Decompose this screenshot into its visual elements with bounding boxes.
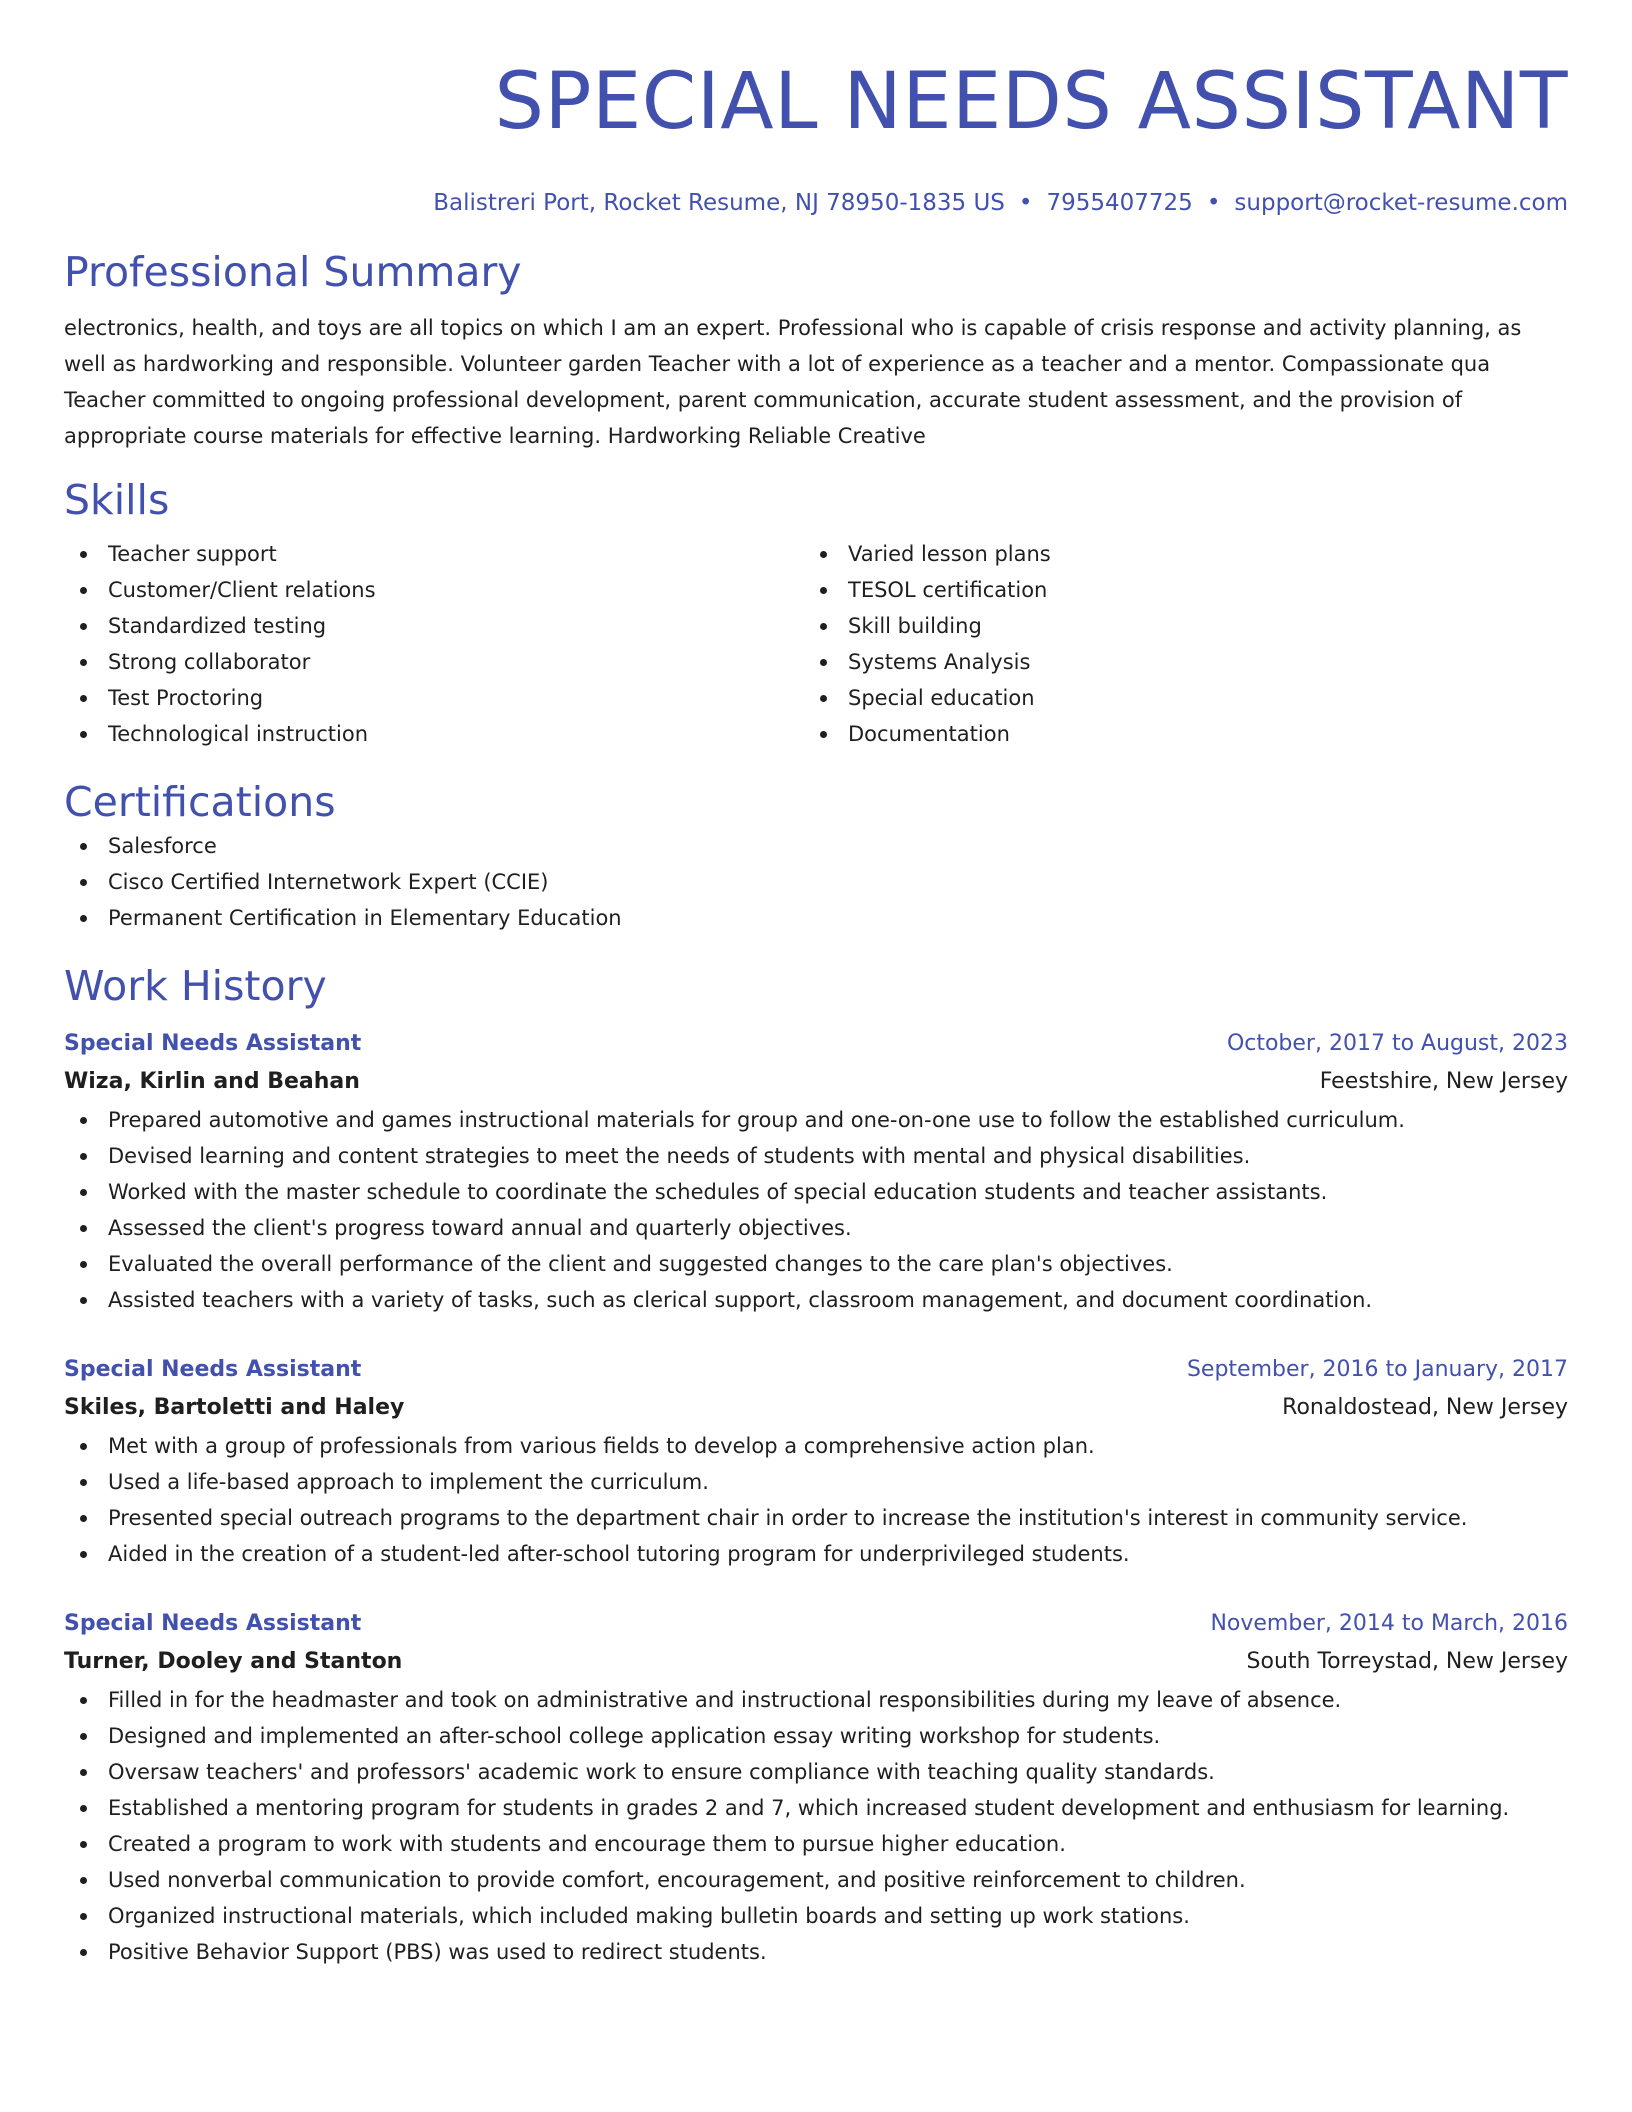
- job-duty: Aided in the creation of a student-led after-school tutoring program for underprivileged students.: [64, 1536, 1568, 1572]
- job-duty: Created a program to work with students and encourage them to pursue higher education.: [64, 1826, 1568, 1862]
- skill-item: Systems Analysis: [804, 644, 1544, 680]
- job-entry: [64, 1026, 1568, 1318]
- job-dates: November, 2014 to March, 2016: [1210, 1611, 1568, 1636]
- job-location: Feestshire, New Jersey: [1319, 1069, 1568, 1094]
- job-duty: Prepared automotive and games instructional materials for group and one-on-one use to follow the established curriculum.: [64, 1102, 1568, 1138]
- skill-item: Varied lesson plans: [804, 536, 1544, 572]
- skills-list-right: [804, 536, 1544, 752]
- job-duty: Oversaw teachers' and professors' academic work to ensure compliance with teaching quality standards.: [64, 1754, 1568, 1790]
- job-dates: September, 2016 to January, 2017: [1186, 1357, 1568, 1382]
- job-duty: Organized instructional materials, which included making bulletin boards and setting up work stations.: [64, 1898, 1568, 1934]
- job-duty: Assessed the client's progress toward annual and quarterly objectives.: [64, 1210, 1568, 1246]
- job-duty: Established a mentoring program for students in grades 2 and 7, which increased student development and enthusiasm for learning.: [64, 1790, 1568, 1826]
- skill-item: Special education: [804, 680, 1544, 716]
- job-duty: Devised learning and content strategies to meet the needs of students with mental and physical disabilities.: [64, 1138, 1568, 1174]
- job-entry: [64, 1606, 1568, 1970]
- skill-item: Skill building: [804, 608, 1544, 644]
- certification-item: Salesforce: [64, 828, 1568, 864]
- job-company-row: [64, 1062, 1568, 1102]
- job-dates: October, 2017 to August, 2023: [1226, 1031, 1568, 1056]
- contact-address: Balistreri Port, Rocket Resume, NJ 78950-1835 US: [433, 190, 1005, 216]
- job-company: Turner, Dooley and Stanton: [64, 1649, 403, 1674]
- certification-item: Cisco Certified Internetwork Expert (CCIE): [64, 864, 1568, 900]
- resume-title: SPECIAL NEEDS ASSISTANT: [494, 57, 1568, 147]
- job-duty: Designed and implemented an after-school college application essay writing workshop for students.: [64, 1718, 1568, 1754]
- certification-item: Permanent Certification in Elementary Education: [64, 900, 1568, 936]
- skills-heading: Skills: [64, 476, 170, 524]
- job-company: Skiles, Bartoletti and Haley: [64, 1395, 405, 1420]
- contact-phone: 7955407725: [1046, 190, 1193, 216]
- job-title-row: [64, 1606, 1568, 1642]
- contact-email[interactable]: support@rocket-resume.com: [1234, 190, 1568, 216]
- contact-line: [64, 188, 1568, 218]
- job-duty: Positive Behavior Support (PBS) was used to redirect students.: [64, 1934, 1568, 1970]
- skill-item: Documentation: [804, 716, 1544, 752]
- skills-list-left: [64, 536, 804, 752]
- job-duty: Used a life-based approach to implement the curriculum.: [64, 1464, 1568, 1500]
- job-title: Special Needs Assistant: [64, 1031, 362, 1056]
- contact-separator: •: [1206, 190, 1221, 216]
- job-title: Special Needs Assistant: [64, 1611, 362, 1636]
- skill-item: Technological instruction: [64, 716, 804, 752]
- job-duty: Filled in for the headmaster and took on administrative and instructional responsibilities during my leave of absence.: [64, 1682, 1568, 1718]
- job-location: South Torreystad, New Jersey: [1246, 1649, 1568, 1674]
- job-company: Wiza, Kirlin and Beahan: [64, 1069, 360, 1094]
- skill-item: TESOL certification: [804, 572, 1544, 608]
- job-entry: [64, 1352, 1568, 1572]
- job-company-row: [64, 1642, 1568, 1682]
- job-duties-list: [64, 1102, 1568, 1318]
- certifications-heading: Certifications: [64, 778, 336, 826]
- job-duty: Used nonverbal communication to provide comfort, encouragement, and positive reinforcement to children.: [64, 1862, 1568, 1898]
- job-duty: Evaluated the overall performance of the client and suggested changes to the care plan's objectives.: [64, 1246, 1568, 1282]
- skill-item: Standardized testing: [64, 608, 804, 644]
- job-duty: Presented special outreach programs to the department chair in order to increase the institution's interest in community service.: [64, 1500, 1568, 1536]
- skill-item: Test Proctoring: [64, 680, 804, 716]
- contact-separator: •: [1018, 190, 1033, 216]
- job-company-row: [64, 1388, 1568, 1428]
- summary-heading: Professional Summary: [64, 248, 522, 296]
- summary-text: electronics, health, and toys are all topics on which I am an expert. Professional who is capable of crisis response and activity planning, as well as hardworking and responsible. Volunteer garden Teacher with a lot of experience as a teacher and a mentor. Compassionate qua Teacher committed to ongoing professional development, parent communication, accurate student assessment, and the provision of appropriate course materials for effective learning. Hardworking Reliable Creative: [64, 316, 1522, 448]
- job-duty: Assisted teachers with a variety of tasks, such as clerical support, classroom management, and document coordination.: [64, 1282, 1568, 1318]
- job-duty: Met with a group of professionals from various fields to develop a comprehensive action plan.: [64, 1428, 1568, 1464]
- certifications-list: [64, 828, 1568, 936]
- skill-item: Strong collaborator: [64, 644, 804, 680]
- job-duties-list: [64, 1682, 1568, 1970]
- job-location: Ronaldostead, New Jersey: [1282, 1395, 1568, 1420]
- job-duty: Worked with the master schedule to coordinate the schedules of special education students and teacher assistants.: [64, 1174, 1568, 1210]
- job-title-row: [64, 1352, 1568, 1388]
- skill-item: Teacher support: [64, 536, 804, 572]
- job-title-row: [64, 1026, 1568, 1062]
- work-history-heading: Work History: [64, 962, 327, 1010]
- job-title: Special Needs Assistant: [64, 1357, 362, 1382]
- job-duties-list: [64, 1428, 1568, 1572]
- skill-item: Customer/Client relations: [64, 572, 804, 608]
- skills-columns: [64, 536, 1568, 752]
